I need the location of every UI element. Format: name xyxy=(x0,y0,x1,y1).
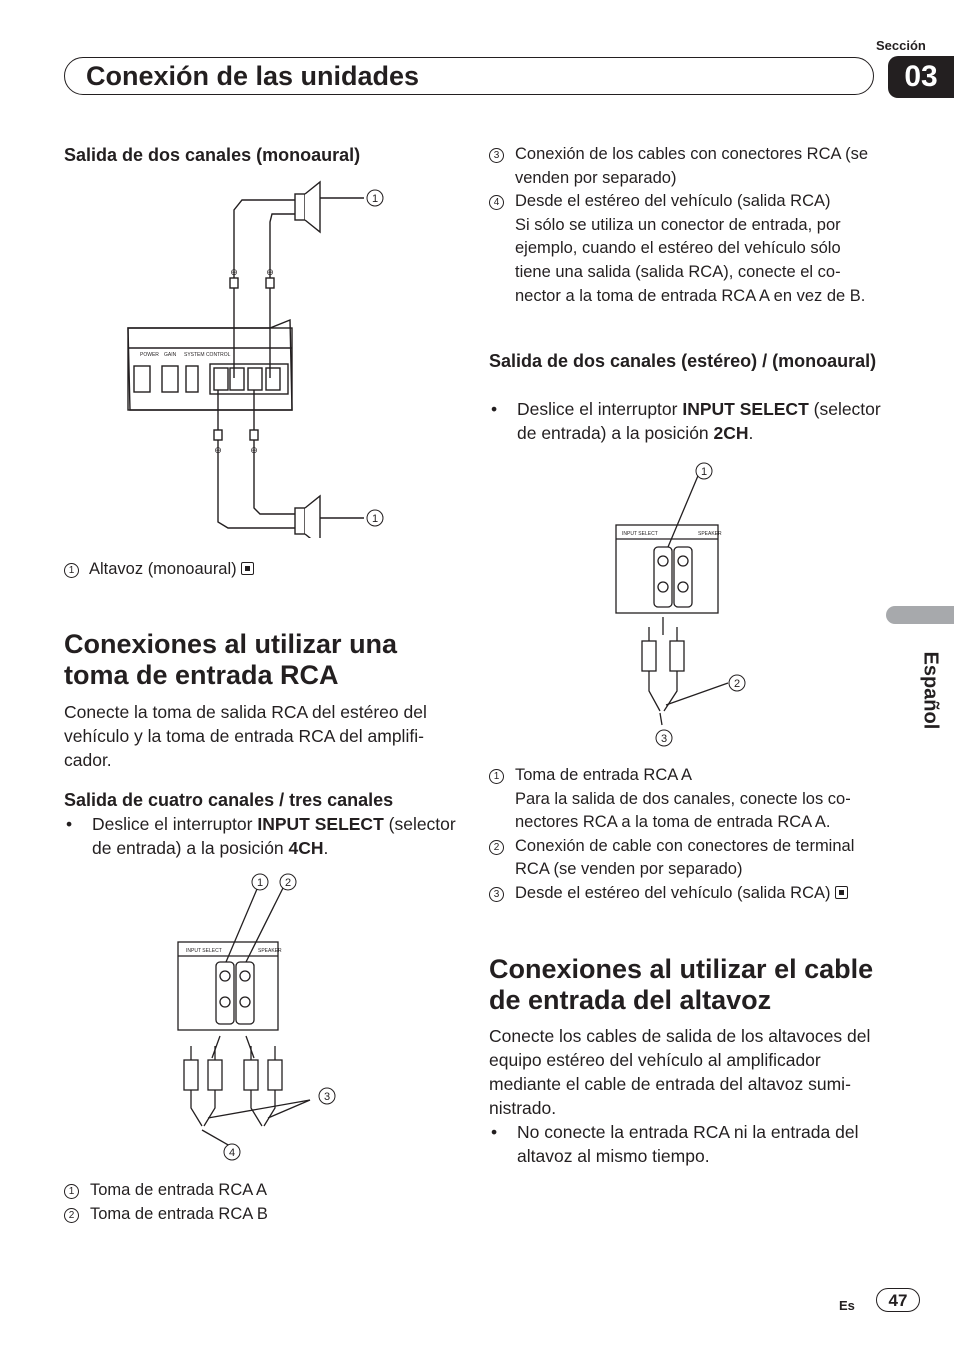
callout-1-bottom: 1 xyxy=(371,513,379,525)
panel-label-speaker: SPEAKER xyxy=(258,948,282,954)
heading-rca-input: Conexiones al utilizar una toma de entrada RCA xyxy=(64,629,398,690)
subheading-two-channel-stereo: Salida de dos canales (estéreo) / (monoaural) xyxy=(489,351,877,371)
svg-text:⊕: ⊕ xyxy=(214,445,222,455)
paragraph-rca-input: Conecte la toma de salida RCA del estéreo del vehículo y la toma de entrada RCA del amplificador. xyxy=(64,702,427,770)
legend-fig1 xyxy=(64,558,254,582)
language-tab-label: Español xyxy=(919,651,942,730)
legend-number: 1 xyxy=(64,563,79,578)
bullet-dot: • xyxy=(66,814,73,834)
callout-3: 3 xyxy=(323,1091,331,1103)
svg-text:⊖: ⊖ xyxy=(250,445,258,455)
language-tab xyxy=(886,606,954,624)
legend-item: 3 Desde el estéreo del vehículo (salida RCA) xyxy=(489,882,881,906)
svg-text:⊕: ⊕ xyxy=(266,267,274,277)
legend-fig1-continued xyxy=(489,143,879,308)
figure-speaker-mono-wiring xyxy=(120,178,400,538)
page-title: Conexión de las unidades xyxy=(86,61,420,91)
page-number: 47 xyxy=(876,1288,920,1312)
bullet-2ch: • Deslice el interruptor INPUT SELECT (selector de entrada) a la posición 2CH. xyxy=(491,399,881,443)
callout-3: 3 xyxy=(660,733,668,745)
legend-text: Altavoz (monoaural) xyxy=(89,560,237,578)
figure-4ch-rca xyxy=(160,868,360,1168)
heading-speaker-input: Conexiones al utilizar el cable de entrada del altavoz xyxy=(489,954,874,1015)
callout-1-top: 1 xyxy=(371,193,379,205)
svg-text:⊖: ⊖ xyxy=(230,267,238,277)
bullet-dot: • xyxy=(491,1122,498,1142)
legend-fig2 xyxy=(489,764,881,906)
bullet-warning: • No conecte la entrada RCA ni la entrada del altavoz al mismo tiempo. xyxy=(491,1122,859,1166)
callout-1: 1 xyxy=(256,877,264,889)
callout-4: 4 xyxy=(228,1147,236,1159)
panel-label-speaker: SPEAKER xyxy=(698,531,722,537)
panel-label-input-select: INPUT SELECT xyxy=(622,531,658,537)
callout-1: 1 xyxy=(700,466,708,478)
legend-item: 2 Toma de entrada RCA B xyxy=(64,1203,444,1227)
end-mark-icon xyxy=(241,562,254,575)
bullet-4ch: • Deslice el interruptor INPUT SELECT (selector de entrada) a la posición 4CH. xyxy=(66,814,456,858)
legend-item: 1 Toma de entrada RCA A Para la salida de dos canales, conecte los conectores RCA a la toma de entrada RCA A. xyxy=(489,764,881,835)
legend-item: 3 Conexión de los cables con conectores RCA (se venden por separado) xyxy=(489,143,879,190)
figure-2ch-rca xyxy=(600,455,780,755)
panel-label-system-control: SYSTEM CONTROL xyxy=(184,352,231,358)
section-number-badge: 03 xyxy=(888,56,954,98)
panel-label-input-select: INPUT SELECT xyxy=(186,948,222,954)
bullet-dot: • xyxy=(491,399,498,419)
subheading-four-channel: Salida de cuatro canales / tres canales xyxy=(64,790,394,810)
footer-language-code: Es xyxy=(839,1298,855,1313)
legend-item: 1 Toma de entrada RCA A xyxy=(64,1179,444,1203)
end-mark-icon xyxy=(835,886,848,899)
legend-fig3 xyxy=(64,1179,444,1226)
callout-2: 2 xyxy=(733,678,741,690)
legend-item: 2 Conexión de cable con conectores de terminal RCA (se venden por separado) xyxy=(489,835,881,882)
callout-2: 2 xyxy=(284,877,292,889)
paragraph-speaker-input: Conecte los cables de salida de los altavoces del equipo estéreo del vehículo al amplificador mediante el cable de entrada del altavoz suministrado. xyxy=(489,1026,871,1118)
subheading-two-channel-mono: Salida de dos canales (monoaural) xyxy=(64,145,361,165)
legend-item: 4 Desde el estéreo del vehículo (salida RCA) Si sólo se utiliza un conector de entrada, por ejemplo, cuando el estéreo del vehículo sólo tiene una salida (salida RCA), conecte el conector a la toma de entrada RCA A en vez de B. xyxy=(489,190,879,308)
panel-label-gain: GAIN xyxy=(164,352,177,358)
panel-label-power: POWER xyxy=(140,352,159,358)
section-label: Sección xyxy=(876,38,926,53)
